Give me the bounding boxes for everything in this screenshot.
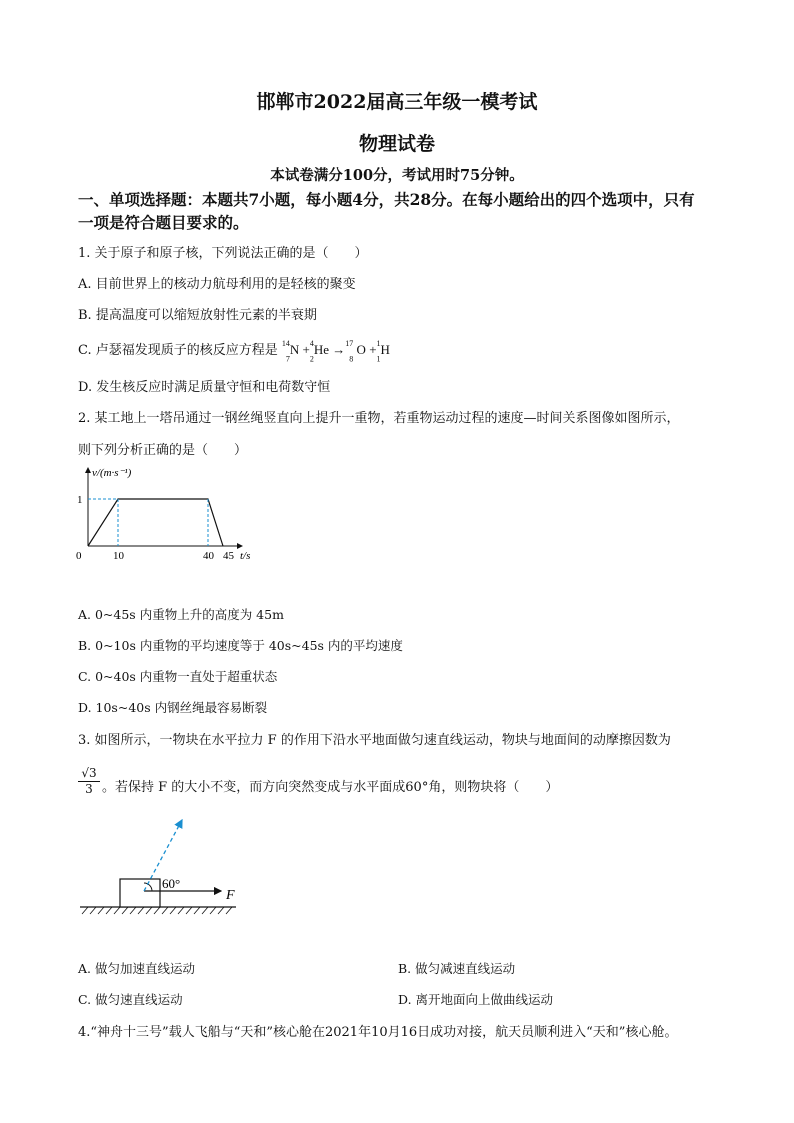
- force-label: F: [226, 888, 235, 903]
- q2-option-c: C. 0~40s 内重物一直处于超重状态: [78, 669, 278, 684]
- section-heading-line1: 一、单项选择题：本题共7小题，每小题4分，共28分。在每小题给出的四个选项中，只有: [78, 190, 695, 209]
- friction-coefficient-fraction: [78, 766, 100, 796]
- q1-option-c-text: C. 卢瑟福发现质子的核反应方程是: [78, 343, 278, 358]
- q3-option-a: A. 做匀加速直线运动: [78, 961, 195, 976]
- x-axis-label: t/s: [240, 550, 251, 562]
- q2-option-d: D. 10s~40s 内钢丝绳最容易断裂: [78, 700, 268, 715]
- exam-subject: 物理试卷: [358, 133, 435, 155]
- q1-option-c: [78, 339, 390, 362]
- q3-option-b: B. 做匀减速直线运动: [398, 961, 516, 976]
- x-tick-label: 40: [203, 550, 214, 562]
- y-axis-label: v/(m·s⁻¹): [92, 467, 132, 479]
- velocity-time-graph: [74, 462, 274, 568]
- q3-option-d: D. 离开地面向上做曲线运动: [398, 992, 554, 1007]
- velocity-series-line: [88, 499, 223, 546]
- q4-stem: 4.“神舟十三号”载人飞船与“天和”核心舱在2021年10月16日成功对接，航天员顺利进入“天和”核心舱。: [78, 1025, 678, 1040]
- q2-option-b: B. 0~10s 内重物的平均速度等于 40s~45s 内的平均速度: [78, 638, 403, 653]
- ground-hatching: [82, 907, 232, 914]
- q3-stem-line2: 。若保持 F 的大小不变，而方向突然变成与水平面成60°角，则物块将（ ）: [102, 780, 559, 795]
- q1-stem: 1. 关于原子和原子核，下列说法正确的是（ ）: [78, 246, 368, 261]
- q2-stem-line1: 2. 某工地上一塔吊通过一钢丝绳竖直向上提升一重物，若重物运动过程的速度—时间关系图像如图所示，: [78, 411, 680, 426]
- exam-info: 本试卷满分100分，考试用时75分钟。: [270, 167, 524, 184]
- q3-option-c: C. 做匀速直线运动: [78, 992, 183, 1007]
- force-diagram: [76, 812, 256, 920]
- x-tick-label: 45: [223, 550, 234, 562]
- q1-option-d: D. 发生核反应时满足质量守恒和电荷数守恒: [78, 380, 331, 395]
- origin-label: 0: [76, 550, 82, 562]
- q3-stem-line1: 3. 如图所示，一物块在水平拉力 F 的作用下沿水平地面做匀速直线运动，物块与地面间的动摩擦因数为: [78, 733, 671, 748]
- fraction-denominator: 3: [85, 782, 93, 796]
- exam-title: 邯郸市2022届高三年级一模考试: [256, 91, 538, 113]
- x-tick-label: 10: [113, 550, 124, 562]
- q1-option-b: B. 提高温度可以缩短放射性元素的半衰期: [78, 308, 317, 323]
- angle-label: 60°: [162, 876, 181, 891]
- nuclear-equation: $^{14}$ $_7$N +$^4$ $_2$He →$^{17}$ $_8$ O +$^1$ $_1$H: [281, 338, 390, 364]
- y-tick-label: 1: [77, 494, 83, 506]
- q2-stem-line2: 则下列分析正确的是（ ）: [78, 443, 248, 458]
- section-heading-line2: 一项是符合题目要求的。: [78, 213, 249, 232]
- block: [120, 879, 160, 907]
- fraction-numerator: √3: [78, 766, 100, 782]
- q2-option-a: A. 0~45s 内重物上升的高度为 45m: [78, 607, 284, 622]
- q1-option-a: A. 目前世界上的核动力航母利用的是轻核的聚变: [78, 277, 356, 292]
